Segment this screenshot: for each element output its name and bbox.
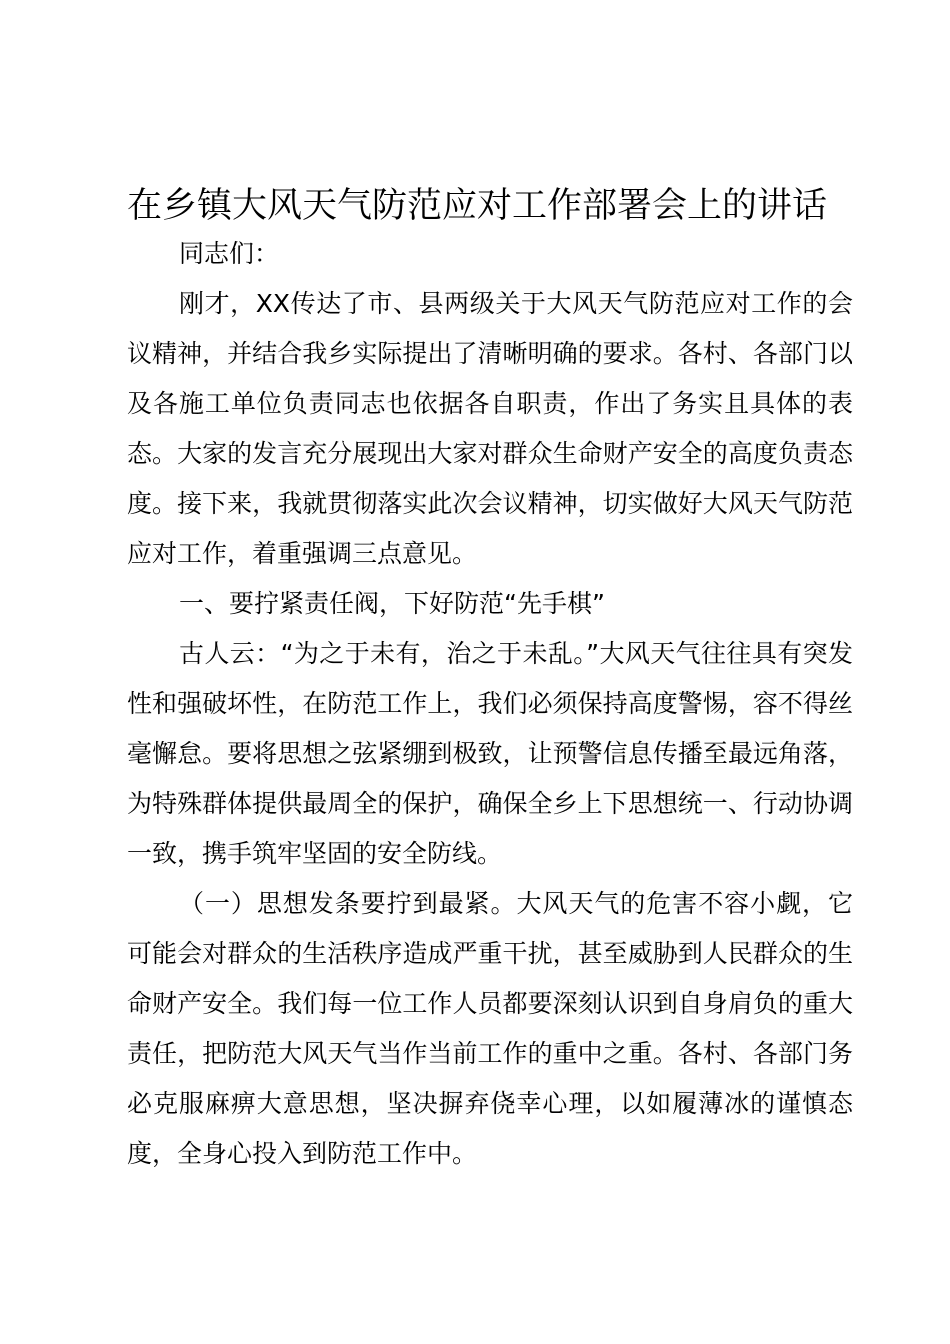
section-heading: 一、要拧紧责任阀，下好防范“先手棋” <box>179 589 605 618</box>
document-title: 在乡镇大风天气防范应对工作部署会上的讲话 <box>127 186 828 226</box>
body-paragraph: 古人云：“为之于未有，治之于未乱。”大风天气往往具有突发性和强破坏性，在防范工作上，我们必须保持高度警惕，容不得丝毫懈怠。要将思想之弦紧绷到极致，让预警信息传播至最远角落，为特殊群体提供最周全的保护，确保全乡上下思想统一、行动协调一致，携手筑牢坚固的安全防线。 <box>127 639 853 868</box>
document-body <box>127 229 853 1179</box>
salutation-paragraph: 同志们： <box>179 239 280 268</box>
intro-paragraph: 刚才，XX传达了市、县两级关于大风天气防范应对工作的会议精神，并结合我乡实际提出了清晰明确的要求。各村、各部门以及各施工单位负责同志也依据各自职责，作出了务实且具体的表态。大家的发言充分展现出大家对群众生命财产安全的高度负责态度。接下来，我就贯彻落实此次会议精神，切实做好大风天气防范应对工作，着重强调三点意见。 <box>127 289 853 568</box>
body-paragraph: （一）思想发条要拧到最紧。大风天气的危害不容小觑，它可能会对群众的生活秩序造成严重干扰，甚至威胁到人民群众的生命财产安全。我们每一位工作人员都要深刻认识到自身肩负的重大责任，把防范大风天气当作当前工作的重中之重。各村、各部门务必克服麻痹大意思想，坚决摒弃侥幸心理，以如履薄冰的谨慎态度，全身心投入到防范工作中。 <box>127 889 853 1168</box>
